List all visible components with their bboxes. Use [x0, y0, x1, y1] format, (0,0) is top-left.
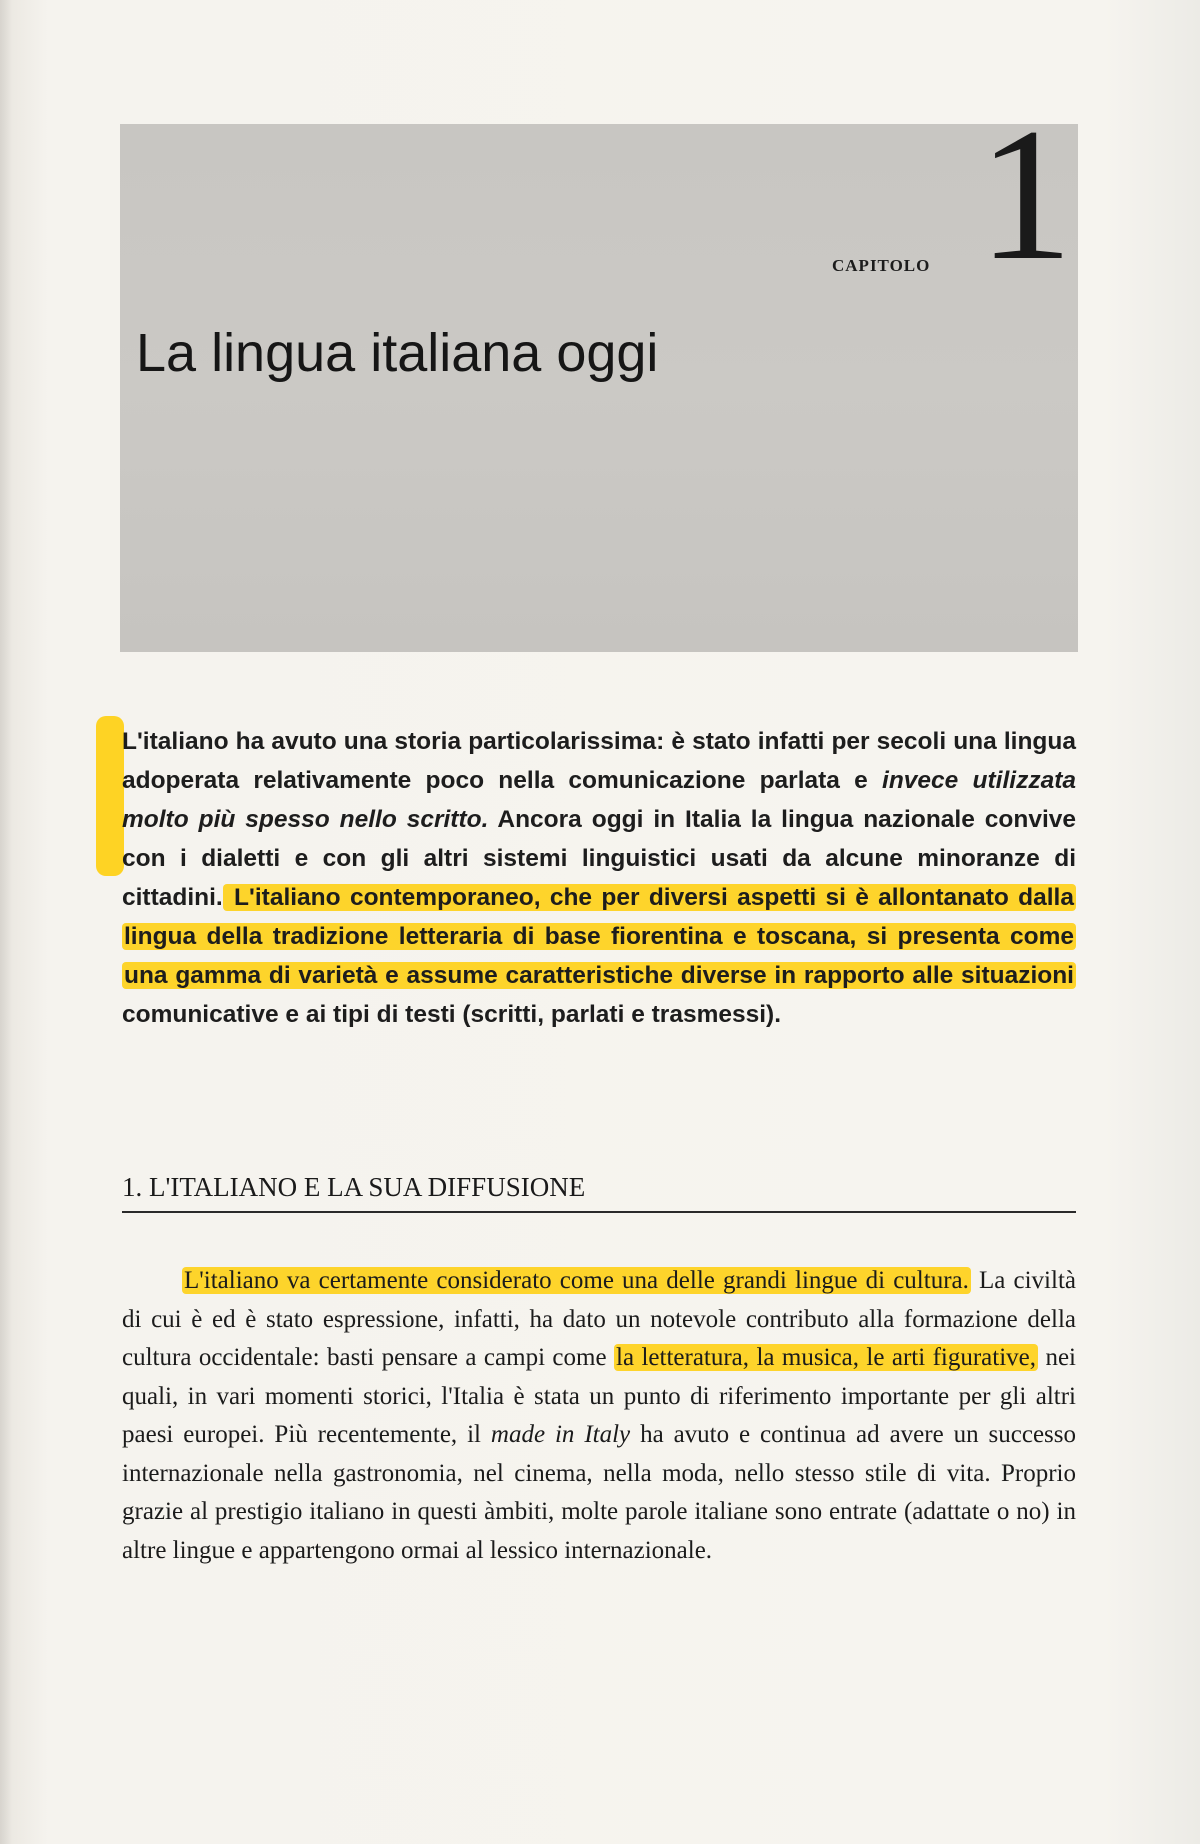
body-paragraph — [122, 1262, 1076, 1570]
abstract-text-3: comunicative e ai tipi di testi (scritti, parlati e trasmessi). — [122, 1001, 781, 1028]
section-heading: 1. L'ITALIANO E LA SUA DIFFUSIONE — [122, 1172, 1076, 1213]
body-italic-made-in-italy: made in Italy — [490, 1421, 631, 1448]
abstract-text-2: Ancora oggi in Italia la lingua nazionale convive con i dialetti e con gli altri sistemi linguistici usati da alcune minoranze di cittadini. — [122, 806, 1076, 911]
margin-highlight-mark — [96, 716, 124, 876]
body-text-2: nei quali, in vari momenti storici, l'Italia è stata un punto di riferimento importante per gli altri paesi europei. Più recentemente, il — [122, 1344, 1076, 1448]
body-text-3: ha avuto e continua ad avere un successo internazionale nella gastronomia, nel cinema, nella moda, nello stesso stile di vita. Proprio grazie al prestigio italiano in questi àmbiti, molte parole italiane sono entrate (adattate o no) in altre lingue e appartengono ormai al lessico internazionale. — [122, 1421, 1076, 1564]
abstract-highlighted-text: L'italiano contemporaneo, che per diversi aspetti si è allontanato dalla lingua della tradizione letteraria di base fiorentina e toscana, si presenta come una gamma di varietà e assume caratteristiche diverse in rapporto alle situazioni — [124, 884, 1074, 989]
abstract-text-1: L'italiano ha avuto una storia particolarissima: è stato infatti per secoli una lingua adoperata relativamente poco nella comunicazione parlata e — [122, 728, 1076, 794]
abstract-text-italic: invece utilizzata molto più spesso nello scritto. — [122, 767, 1076, 833]
body-highlight-2: la letteratura, la musica, le arti figurative, — [616, 1344, 1037, 1371]
chapter-abstract — [122, 722, 1076, 1034]
page-gutter-shadow — [0, 0, 12, 1844]
body-highlight-1: L'italiano va certamente considerato come una delle grandi lingue di cultura. — [184, 1267, 969, 1294]
chapter-title: La lingua italiana oggi — [136, 323, 659, 383]
chapter-label: CAPITOLO — [832, 256, 931, 275]
chapter-header-box — [120, 124, 1078, 652]
chapter-number: 1 — [978, 90, 1073, 300]
body-text-1: La civiltà di cui è ed è stato espressione, infatti, ha dato un notevole contributo alla formazione della cultura occidentale: basti pensare a campi come — [122, 1267, 1076, 1371]
